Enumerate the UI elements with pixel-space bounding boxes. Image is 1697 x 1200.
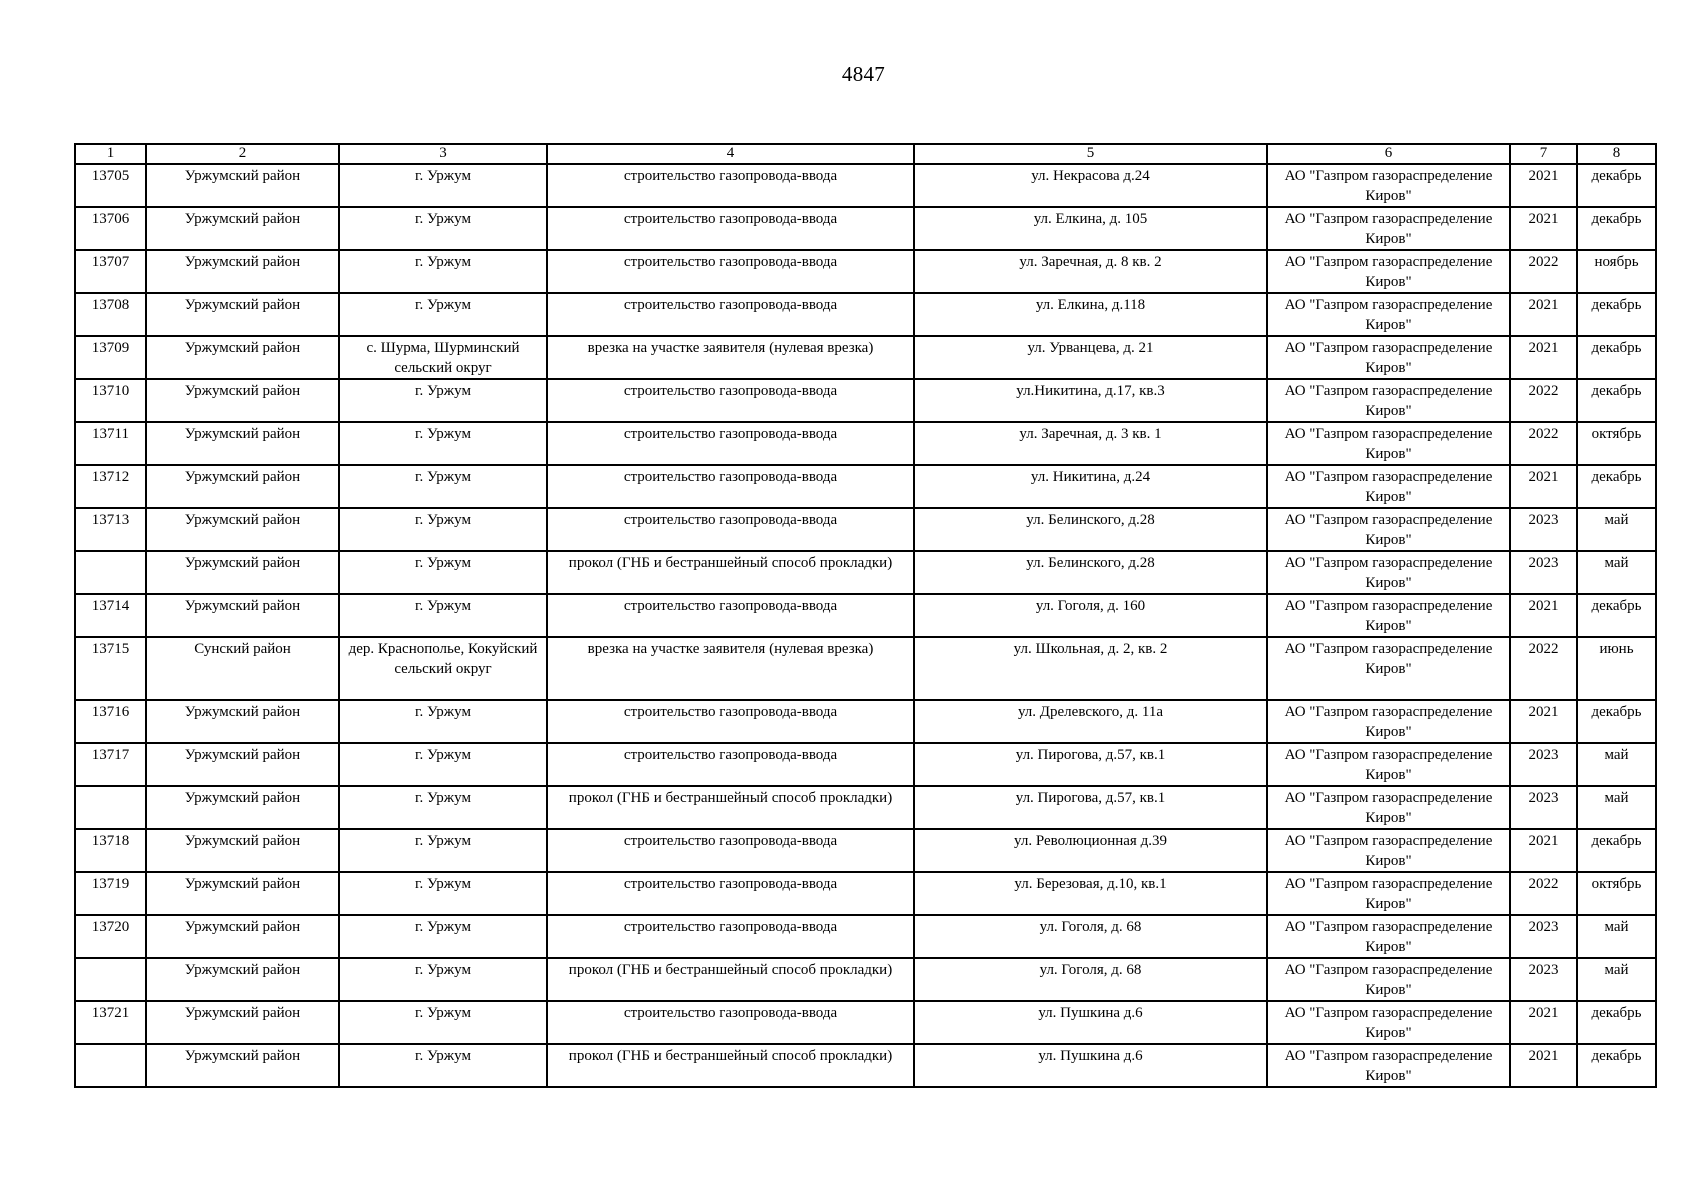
cell-address: ул. Гоголя, д. 160 (914, 594, 1267, 637)
cell-work-type: строительство газопровода-ввода (547, 465, 914, 508)
cell-organization: АО "Газпром газораспределение Киров" (1267, 958, 1510, 1001)
table-row (75, 508, 1656, 551)
cell-settlement: г. Уржум (339, 508, 547, 551)
cell-organization: АО "Газпром газораспределение Киров" (1267, 829, 1510, 872)
cell-address: ул. Гоголя, д. 68 (914, 958, 1267, 1001)
table-row (75, 1044, 1656, 1087)
cell-address: ул. Пирогова, д.57, кв.1 (914, 743, 1267, 786)
table-row (75, 336, 1656, 379)
cell-organization: АО "Газпром газораспределение Киров" (1267, 1001, 1510, 1044)
cell-address: ул. Елкина, д.118 (914, 293, 1267, 336)
cell-district: Уржумский район (146, 786, 339, 829)
cell-settlement: г. Уржум (339, 915, 547, 958)
column-number-6: 6 (1267, 144, 1510, 164)
cell-row-number: 13711 (75, 422, 146, 465)
cell-month: декабрь (1577, 829, 1656, 872)
cell-address: ул. Школьная, д. 2, кв. 2 (914, 637, 1267, 700)
cell-district: Уржумский район (146, 700, 339, 743)
cell-row-number: 13718 (75, 829, 146, 872)
cell-settlement: с. Шурма, Шурминский сельский округ (339, 336, 547, 379)
table-row (75, 594, 1656, 637)
cell-work-type: прокол (ГНБ и бестраншейный способ прокладки) (547, 958, 914, 1001)
cell-work-type: строительство газопровода-ввода (547, 250, 914, 293)
cell-row-number: 13707 (75, 250, 146, 293)
cell-year: 2023 (1510, 786, 1577, 829)
table-row (75, 829, 1656, 872)
cell-settlement: г. Уржум (339, 293, 547, 336)
cell-year: 2021 (1510, 829, 1577, 872)
cell-settlement: г. Уржум (339, 872, 547, 915)
cell-row-number: 13716 (75, 700, 146, 743)
cell-settlement: г. Уржум (339, 700, 547, 743)
cell-organization: АО "Газпром газораспределение Киров" (1267, 700, 1510, 743)
table-row (75, 700, 1656, 743)
cell-work-type: прокол (ГНБ и бестраншейный способ прокладки) (547, 551, 914, 594)
cell-year: 2023 (1510, 551, 1577, 594)
cell-address: ул.Никитина, д.17, кв.3 (914, 379, 1267, 422)
column-number-8: 8 (1577, 144, 1656, 164)
cell-year: 2023 (1510, 958, 1577, 1001)
table-body (75, 144, 1656, 1087)
cell-settlement: г. Уржум (339, 551, 547, 594)
cell-month: декабрь (1577, 336, 1656, 379)
cell-month: октябрь (1577, 422, 1656, 465)
cell-row-number (75, 551, 146, 594)
cell-district: Уржумский район (146, 336, 339, 379)
cell-month: декабрь (1577, 164, 1656, 207)
cell-district: Уржумский район (146, 207, 339, 250)
cell-year: 2023 (1510, 915, 1577, 958)
cell-organization: АО "Газпром газораспределение Киров" (1267, 594, 1510, 637)
cell-address: ул. Пушкина д.6 (914, 1044, 1267, 1087)
cell-row-number: 13721 (75, 1001, 146, 1044)
cell-year: 2022 (1510, 637, 1577, 700)
cell-work-type: строительство газопровода-ввода (547, 872, 914, 915)
cell-settlement: дер. Краснополье, Кокуйский сельский округ (339, 637, 547, 700)
cell-row-number: 13706 (75, 207, 146, 250)
cell-settlement: г. Уржум (339, 164, 547, 207)
cell-organization: АО "Газпром газораспределение Киров" (1267, 250, 1510, 293)
cell-address: ул. Заречная, д. 8 кв. 2 (914, 250, 1267, 293)
cell-row-number: 13708 (75, 293, 146, 336)
cell-year: 2022 (1510, 422, 1577, 465)
registry-table (74, 143, 1657, 1088)
cell-month: декабрь (1577, 594, 1656, 637)
column-number-3: 3 (339, 144, 547, 164)
cell-month: декабрь (1577, 1044, 1656, 1087)
cell-address: ул. Заречная, д. 3 кв. 1 (914, 422, 1267, 465)
cell-district: Уржумский район (146, 551, 339, 594)
table-row (75, 786, 1656, 829)
cell-district: Уржумский район (146, 508, 339, 551)
cell-settlement: г. Уржум (339, 743, 547, 786)
cell-organization: АО "Газпром газораспределение Киров" (1267, 293, 1510, 336)
cell-district: Уржумский район (146, 465, 339, 508)
table-row (75, 1001, 1656, 1044)
cell-year: 2023 (1510, 743, 1577, 786)
cell-address: ул. Никитина, д.24 (914, 465, 1267, 508)
cell-settlement: г. Уржум (339, 1001, 547, 1044)
cell-month: октябрь (1577, 872, 1656, 915)
table-row (75, 379, 1656, 422)
cell-district: Уржумский район (146, 915, 339, 958)
cell-settlement: г. Уржум (339, 1044, 547, 1087)
cell-district: Уржумский район (146, 164, 339, 207)
cell-district: Уржумский район (146, 1044, 339, 1087)
cell-organization: АО "Газпром газораспределение Киров" (1267, 164, 1510, 207)
cell-year: 2022 (1510, 872, 1577, 915)
cell-row-number (75, 786, 146, 829)
cell-month: декабрь (1577, 207, 1656, 250)
cell-address: ул. Белинского, д.28 (914, 551, 1267, 594)
cell-work-type: строительство газопровода-ввода (547, 379, 914, 422)
cell-settlement: г. Уржум (339, 958, 547, 1001)
cell-row-number: 13712 (75, 465, 146, 508)
cell-year: 2021 (1510, 293, 1577, 336)
cell-row-number (75, 958, 146, 1001)
cell-work-type: строительство газопровода-ввода (547, 293, 914, 336)
cell-district: Уржумский район (146, 958, 339, 1001)
cell-row-number: 13719 (75, 872, 146, 915)
cell-work-type: строительство газопровода-ввода (547, 700, 914, 743)
cell-month: май (1577, 551, 1656, 594)
cell-address: ул. Дрелевского, д. 11а (914, 700, 1267, 743)
cell-address: ул. Пирогова, д.57, кв.1 (914, 786, 1267, 829)
cell-organization: АО "Газпром газораспределение Киров" (1267, 207, 1510, 250)
cell-row-number: 13714 (75, 594, 146, 637)
cell-settlement: г. Уржум (339, 379, 547, 422)
cell-work-type: строительство газопровода-ввода (547, 207, 914, 250)
cell-month: май (1577, 786, 1656, 829)
cell-settlement: г. Уржум (339, 422, 547, 465)
cell-work-type: врезка на участке заявителя (нулевая врезка) (547, 336, 914, 379)
cell-work-type: строительство газопровода-ввода (547, 829, 914, 872)
cell-year: 2023 (1510, 508, 1577, 551)
cell-district: Уржумский район (146, 872, 339, 915)
cell-settlement: г. Уржум (339, 207, 547, 250)
cell-month: май (1577, 915, 1656, 958)
cell-organization: АО "Газпром газораспределение Киров" (1267, 637, 1510, 700)
cell-district: Уржумский район (146, 293, 339, 336)
cell-year: 2021 (1510, 1001, 1577, 1044)
cell-year: 2021 (1510, 207, 1577, 250)
cell-district: Сунский район (146, 637, 339, 700)
cell-row-number: 13717 (75, 743, 146, 786)
cell-organization: АО "Газпром газораспределение Киров" (1267, 508, 1510, 551)
table-row (75, 743, 1656, 786)
cell-organization: АО "Газпром газораспределение Киров" (1267, 1044, 1510, 1087)
cell-district: Уржумский район (146, 379, 339, 422)
cell-address: ул. Елкина, д. 105 (914, 207, 1267, 250)
cell-address: ул. Пушкина д.6 (914, 1001, 1267, 1044)
page-number: 4847 (841, 62, 886, 86)
cell-row-number: 13715 (75, 637, 146, 700)
table-row (75, 250, 1656, 293)
cell-organization: АО "Газпром газораспределение Киров" (1267, 915, 1510, 958)
cell-work-type: строительство газопровода-ввода (547, 594, 914, 637)
cell-work-type: строительство газопровода-ввода (547, 422, 914, 465)
cell-year: 2021 (1510, 164, 1577, 207)
cell-organization: АО "Газпром газораспределение Киров" (1267, 743, 1510, 786)
cell-address: ул. Гоголя, д. 68 (914, 915, 1267, 958)
cell-year: 2021 (1510, 336, 1577, 379)
column-number-5: 5 (914, 144, 1267, 164)
cell-settlement: г. Уржум (339, 786, 547, 829)
cell-month: май (1577, 958, 1656, 1001)
cell-month: декабрь (1577, 1001, 1656, 1044)
cell-row-number (75, 1044, 146, 1087)
table-row (75, 872, 1656, 915)
cell-organization: АО "Газпром газораспределение Киров" (1267, 379, 1510, 422)
header-row (75, 144, 1656, 164)
cell-month: май (1577, 508, 1656, 551)
cell-month: июнь (1577, 637, 1656, 700)
cell-organization: АО "Газпром газораспределение Киров" (1267, 336, 1510, 379)
cell-organization: АО "Газпром газораспределение Киров" (1267, 551, 1510, 594)
table-row (75, 465, 1656, 508)
cell-month: декабрь (1577, 700, 1656, 743)
cell-work-type: строительство газопровода-ввода (547, 743, 914, 786)
cell-row-number: 13710 (75, 379, 146, 422)
cell-work-type: прокол (ГНБ и бестраншейный способ прокладки) (547, 1044, 914, 1087)
cell-row-number: 13713 (75, 508, 146, 551)
cell-month: май (1577, 743, 1656, 786)
table-row (75, 958, 1656, 1001)
column-number-7: 7 (1510, 144, 1577, 164)
cell-month: декабрь (1577, 293, 1656, 336)
cell-organization: АО "Газпром газораспределение Киров" (1267, 465, 1510, 508)
cell-organization: АО "Газпром газораспределение Киров" (1267, 422, 1510, 465)
cell-row-number: 13720 (75, 915, 146, 958)
cell-district: Уржумский район (146, 829, 339, 872)
cell-district: Уржумский район (146, 743, 339, 786)
table-row (75, 164, 1656, 207)
cell-year: 2021 (1510, 700, 1577, 743)
cell-month: декабрь (1577, 465, 1656, 508)
column-number-1: 1 (75, 144, 146, 164)
table-row (75, 915, 1656, 958)
cell-work-type: строительство газопровода-ввода (547, 508, 914, 551)
cell-month: декабрь (1577, 379, 1656, 422)
cell-settlement: г. Уржум (339, 465, 547, 508)
column-number-2: 2 (146, 144, 339, 164)
cell-year: 2021 (1510, 594, 1577, 637)
cell-address: ул. Березовая, д.10, кв.1 (914, 872, 1267, 915)
cell-settlement: г. Уржум (339, 829, 547, 872)
cell-work-type: строительство газопровода-ввода (547, 1001, 914, 1044)
cell-address: ул. Белинского, д.28 (914, 508, 1267, 551)
cell-district: Уржумский район (146, 594, 339, 637)
column-number-4: 4 (547, 144, 914, 164)
cell-year: 2022 (1510, 250, 1577, 293)
cell-month: ноябрь (1577, 250, 1656, 293)
cell-year: 2022 (1510, 379, 1577, 422)
cell-district: Уржумский район (146, 250, 339, 293)
cell-organization: АО "Газпром газораспределение Киров" (1267, 786, 1510, 829)
cell-work-type: строительство газопровода-ввода (547, 164, 914, 207)
cell-row-number: 13709 (75, 336, 146, 379)
cell-address: ул. Урванцева, д. 21 (914, 336, 1267, 379)
table-row (75, 422, 1656, 465)
cell-work-type: строительство газопровода-ввода (547, 915, 914, 958)
table-row (75, 207, 1656, 250)
cell-work-type: прокол (ГНБ и бестраншейный способ прокладки) (547, 786, 914, 829)
cell-row-number: 13705 (75, 164, 146, 207)
table-row (75, 551, 1656, 594)
cell-district: Уржумский район (146, 422, 339, 465)
cell-organization: АО "Газпром газораспределение Киров" (1267, 872, 1510, 915)
cell-address: ул. Революционная д.39 (914, 829, 1267, 872)
table-row (75, 293, 1656, 336)
table-row (75, 637, 1656, 700)
cell-district: Уржумский район (146, 1001, 339, 1044)
cell-settlement: г. Уржум (339, 250, 547, 293)
cell-settlement: г. Уржум (339, 594, 547, 637)
cell-address: ул. Некрасова д.24 (914, 164, 1267, 207)
cell-year: 2021 (1510, 1044, 1577, 1087)
cell-year: 2021 (1510, 465, 1577, 508)
cell-work-type: врезка на участке заявителя (нулевая врезка) (547, 637, 914, 700)
